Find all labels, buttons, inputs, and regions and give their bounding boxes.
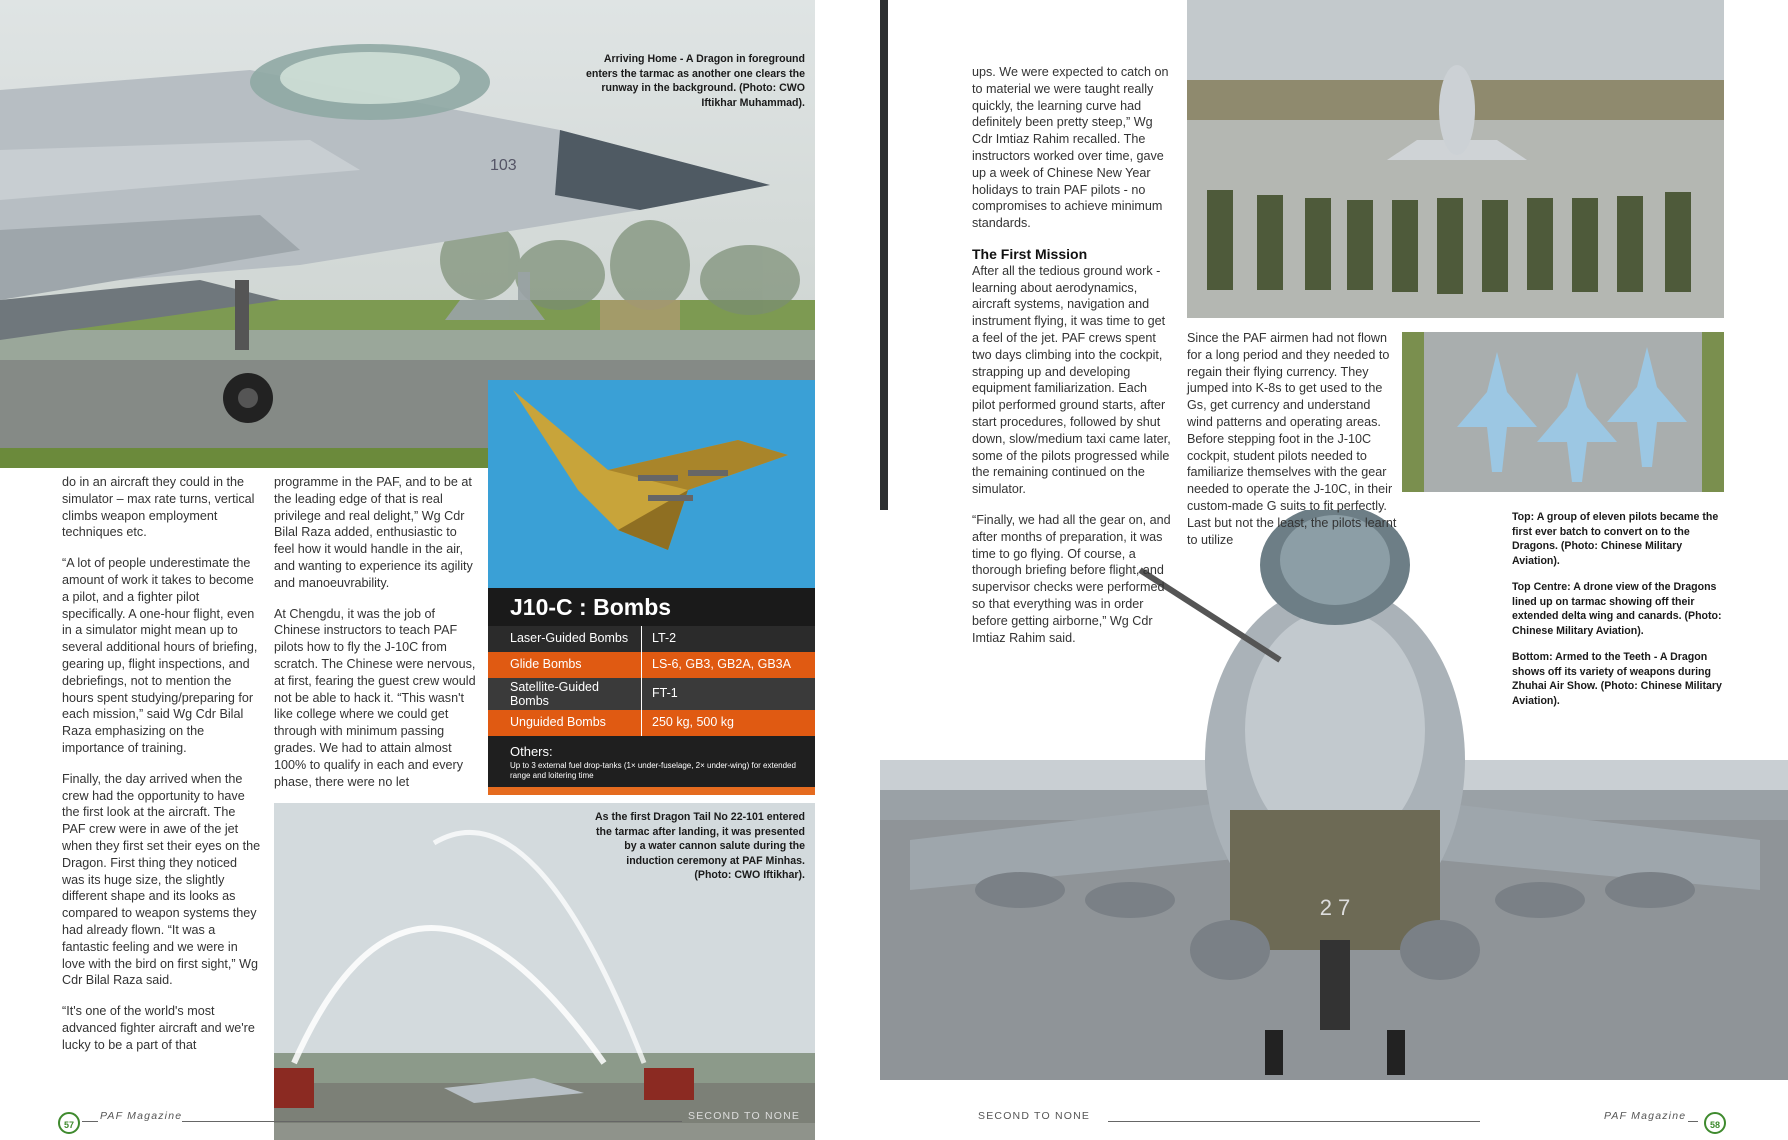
- footer-rule: [182, 1121, 682, 1122]
- left-page: [0, 0, 815, 1140]
- caption-bottom: Bottom: Armed to the Teeth - A Dragon shows off its variety of weapons during Zhuhai Air Show. (Photo: Chinese Military Aviation).: [1512, 651, 1722, 707]
- box-others: [488, 736, 815, 788]
- bottom-photo-caption: As the first Dragon Tail No 22-101 entered the tarmac after landing, it was presented by a water cannon salute during the induction ceremony at PAF Minhas. (Photo: CWO Iftikhar).: [595, 811, 805, 881]
- row-key: Laser-Guided Bombs: [488, 626, 642, 652]
- row-value: 250 kg, 500 kg: [652, 715, 735, 729]
- footer-magazine: PAF Magazine: [1604, 1110, 1687, 1122]
- box-row: [488, 710, 815, 736]
- right-col-2: [1187, 330, 1399, 562]
- left-col-1: [62, 474, 262, 1068]
- footer-rule: [1108, 1121, 1480, 1122]
- paragraph: do in an aircraft they could in the simulator – max rate turns, vertical climbs weapon employment techniques etc.: [62, 475, 255, 540]
- row-value: LS-6, GB3, GB2A, GB3A: [652, 657, 791, 671]
- footer-rule: [82, 1121, 98, 1122]
- paragraph: Finally, the day arrived when the crew had the opportunity to have the first look at the aircraft. The PAF crew were in awe of the jet when they first set their eyes on the Dragon. First thing they noticed was its huge size, the slightly different shape and its looks as compared to weapon systems they had already flown. “It was a fantastic feeling and we were in love with the bird on first sight,” Wg Cdr Bilal Raza said.: [62, 771, 261, 988]
- row-key: Satellite-Guided Bombs: [488, 678, 642, 710]
- caption-top: Top: A group of eleven pilots became the first ever batch to convert on to the Dragons. (Photo: Chinese Military Aviation).: [1512, 511, 1719, 567]
- paragraph: At Chengdu, it was the job of Chinese instructors to teach PAF pilots how to fly the J-10C from scratch. The Chinese were nervous, at first, fearing the guest crew would not be able to hack it. “This wasn't like college where we could get through with minimum passing grades. We had to attain almost 100% to qualify in each and every phase, there were no let: [274, 606, 476, 789]
- box-row: [488, 652, 815, 678]
- box-row: [488, 626, 815, 652]
- svg-text:103: 103: [490, 157, 517, 174]
- paragraph: “A lot of people underestimate the amount of work it takes to become a pilot, and a fighter pilot specifically. A one-hour flight, even in a simulator might mean up to several additional hours of briefing, gearing up, flight inspections, and debriefings, not to mention the hours spent studying/preparing for each mission,” said Wg Cdr Bilal Raza emphasizing on the importance of training.: [62, 556, 258, 755]
- paragraph: ups. We were expected to catch on to material we were taught really quickly, the learning curve had definitely been pretty steep,” Wg Cdr Imtiaz Rahim recalled. The instructors worked over time, gave up a week of Chinese New Year holidays to train PAF pilots - no compromises to achieve minimum standards.: [972, 65, 1169, 231]
- row-value: LT-2: [652, 631, 677, 645]
- row-key: Glide Bombs: [488, 652, 642, 678]
- page-gutter: [815, 0, 880, 1140]
- footer-tagline: SECOND TO NONE: [688, 1110, 801, 1122]
- paragraph: After all the tedious ground work - learning about aerodynamics, aircraft systems, navigation and instrument flying, it was time to get a feel of the jet. PAF crews spent two days climbing into the cockpit, strapping up and developing equipment familiarization. Each pilot performed ground starts, after start procedures, followed by shut down, slow/medium taxi came later, some of the pilots progressed while the remaining continued on the simulator.: [972, 263, 1171, 497]
- paragraph: Since the PAF airmen had not flown for a long period and they needed to regain their flying currency. They jumped into K-8s to get used to the Gs, get currency and understand wind patterns and operating areas. Before stepping foot in the J-10C cockpit, student pilots needed to familiarize themselves with the gear needed to operate the J-10C, in their custom-made G suits to fit perfectly. Last but not the least, the pilots learnt to utilize: [1187, 331, 1397, 547]
- footer-rule: [1688, 1121, 1698, 1122]
- top-photo-caption: Arriving Home - A Dragon in foreground enters the tarmac as another one clears the runway in the background. (Photo: CWO Iftikhar Muhammad).: [585, 53, 805, 109]
- box-row: [488, 678, 815, 710]
- caption-top-centre: Top Centre: A drone view of the Dragons lined up on tarmac showing off their extended delta wing and canards. (Photo: Chinese Military Aviation).: [1512, 581, 1722, 637]
- photo-pilots-group: [1187, 0, 1724, 318]
- row-value: FT-1: [652, 686, 678, 700]
- others-text: Up to 3 external fuel drop-tanks (1× under-fuselage, 2× under-wing) for extended range and loitering time: [510, 761, 796, 780]
- box-title: J10-C : Bombs: [510, 594, 672, 620]
- box-accent-bar: [488, 787, 815, 795]
- paragraph: programme in the PAF, and to be at the leading edge of that is real privilege and real delight,” Wg Cdr Bilal Raza added, enthusiastic to feel how it would handle in the air, and wanting to experience its agility and manoeuvrability.: [274, 475, 473, 590]
- right-page: [880, 0, 1788, 1140]
- footer-tagline: SECOND TO NONE: [978, 1110, 1091, 1122]
- paragraph: “It's one of the world's most advanced fighter aircraft and we're lucky to be a part of that: [62, 1004, 255, 1052]
- photo-armed-jet-sky: [488, 380, 815, 588]
- section-heading: The First Mission: [972, 245, 1088, 262]
- row-key: Unguided Bombs: [488, 710, 642, 736]
- footer-magazine: PAF Magazine: [100, 1110, 183, 1122]
- page-number: 58: [1704, 1112, 1726, 1134]
- weapons-info-box: [488, 380, 815, 795]
- right-col-1: [972, 64, 1172, 660]
- others-label: Others:: [510, 744, 553, 759]
- page-number: 57: [58, 1112, 80, 1134]
- left-col-2: [274, 474, 480, 804]
- jet-number: 2 7: [1319, 895, 1351, 920]
- photo-drone-view: [1402, 332, 1724, 492]
- paragraph: “Finally, we had all the gear on, and after months of preparation, it was time to go flying. Of course, a thorough briefing before flight, and supervisor checks were performed so that everything was in order before getting airborne,” Wg Cdr Imtiaz Rahim said.: [972, 512, 1171, 645]
